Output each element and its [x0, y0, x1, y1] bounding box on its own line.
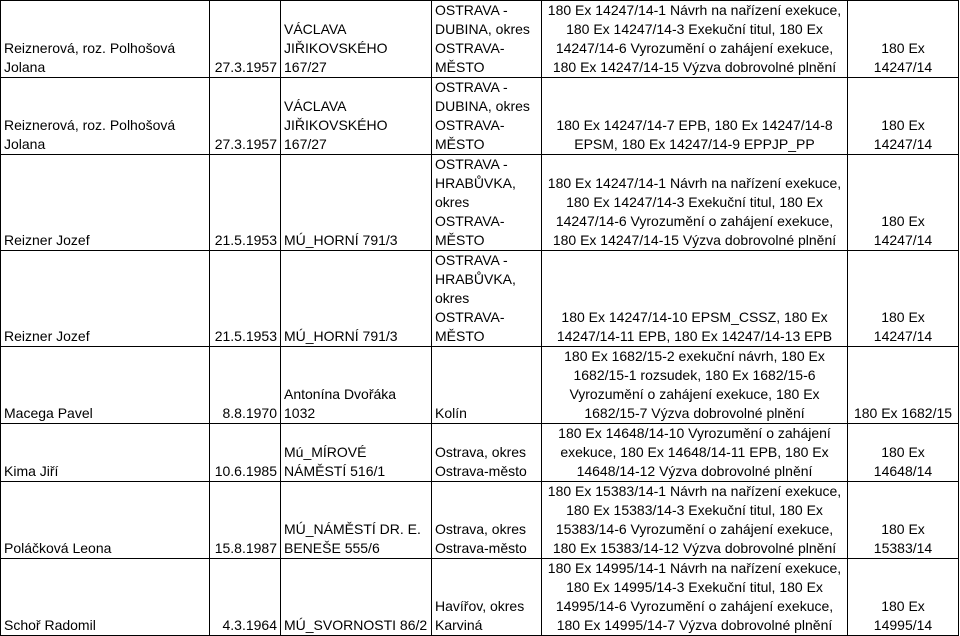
debtor-name-cell: Kima Jiří — [1, 424, 210, 482]
case-number-cell: 180 Ex 14247/14 — [848, 155, 959, 251]
city-cell: OSTRAVA - HRABŮVKA, okres OSTRAVA-MĚSTO — [432, 251, 542, 347]
debtor-name-cell: Macega Pavel — [1, 347, 210, 424]
city-cell: Ostrava, okres Ostrava-město — [432, 482, 542, 559]
city-cell: OSTRAVA - DUBINA, okres OSTRAVA-MĚSTO — [432, 1, 542, 78]
table-row — [1, 251, 959, 347]
address-cell: VÁCLAVA JIŘIKOVSKÉHO 167/27 — [281, 78, 432, 155]
debtor-name-cell: Schoř Radomil — [1, 559, 210, 636]
address-cell: MÚ_HORNÍ 791/3 — [281, 155, 432, 251]
documents-cell: 180 Ex 15383/14-1 Návrh na nařízení exekuce, 180 Ex 15383/14-3 Exekuční titul, 180 Ex 15383/14-6 Vyrozumění o zahájení exekuce, 180 Ex 15383/14-12 Výzva dobrovolné plnění — [542, 482, 848, 559]
table-row — [1, 482, 959, 559]
documents-cell: 180 Ex 14648/14-10 Vyrozumění o zahájení exekuce, 180 Ex 14648/14-11 EPB, 180 Ex 14648/14-12 Výzva dobrovolné plnění — [542, 424, 848, 482]
documents-cell: 180 Ex 1682/15-2 exekuční návrh, 180 Ex 1682/15-1 rozsudek, 180 Ex 1682/15-6 Vyrozumění o zahájení exekuce, 180 Ex 1682/15-7 Výzva dobrovolné plnění — [542, 347, 848, 424]
birth-date-cell: 8.8.1970 — [210, 347, 281, 424]
birth-date-cell: 27.3.1957 — [210, 1, 281, 78]
debtor-name-cell: Reiznerová, roz. Polhošová Jolana — [1, 78, 210, 155]
debtor-name-cell: Reizner Jozef — [1, 251, 210, 347]
case-number-cell: 180 Ex 14648/14 — [848, 424, 959, 482]
case-number-cell: 180 Ex 14247/14 — [848, 251, 959, 347]
case-number-cell: 180 Ex 14995/14 — [848, 559, 959, 636]
case-number-cell: 180 Ex 14247/14 — [848, 1, 959, 78]
table-row — [1, 78, 959, 155]
documents-cell: 180 Ex 14247/14-1 Návrh na nařízení exekuce, 180 Ex 14247/14-3 Exekuční titul, 180 Ex 14247/14-6 Vyrozumění o zahájení exekuce, 180 Ex 14247/14-15 Výzva dobrovolné plnění — [542, 1, 848, 78]
city-cell: Ostrava, okres Ostrava-město — [432, 424, 542, 482]
address-cell: MÚ_HORNÍ 791/3 — [281, 251, 432, 347]
city-cell: Kolín — [432, 347, 542, 424]
birth-date-cell: 27.3.1957 — [210, 78, 281, 155]
birth-date-cell: 21.5.1953 — [210, 155, 281, 251]
city-cell: Havířov, okres Karviná — [432, 559, 542, 636]
table-row — [1, 155, 959, 251]
debtor-name-cell: Reiznerová, roz. Polhošová Jolana — [1, 1, 210, 78]
birth-date-cell: 10.6.1985 — [210, 424, 281, 482]
table-row — [1, 347, 959, 424]
documents-cell: 180 Ex 14247/14-7 EPB, 180 Ex 14247/14-8 EPSM, 180 Ex 14247/14-9 EPPJP_PP — [542, 78, 848, 155]
table-row — [1, 424, 959, 482]
address-cell: VÁCLAVA JIŘIKOVSKÉHO 167/27 — [281, 1, 432, 78]
debtor-name-cell: Poláčková Leona — [1, 482, 210, 559]
birth-date-cell: 4.3.1964 — [210, 559, 281, 636]
birth-date-cell: 21.5.1953 — [210, 251, 281, 347]
city-cell: OSTRAVA - HRABŮVKA, okres OSTRAVA-MĚSTO — [432, 155, 542, 251]
address-cell: MÚ_SVORNOSTI 86/2 — [281, 559, 432, 636]
city-cell: OSTRAVA - DUBINA, okres OSTRAVA-MĚSTO — [432, 78, 542, 155]
documents-cell: 180 Ex 14247/14-1 Návrh na nařízení exekuce, 180 Ex 14247/14-3 Exekuční titul, 180 Ex 14247/14-6 Vyrozumění o zahájení exekuce, 180 Ex 14247/14-15 Výzva dobrovolné plnění — [542, 155, 848, 251]
case-number-cell: 180 Ex 14247/14 — [848, 78, 959, 155]
address-cell: MÚ_NÁMĚSTÍ DR. E. BENEŠE 555/6 — [281, 482, 432, 559]
case-number-cell: 180 Ex 15383/14 — [848, 482, 959, 559]
address-cell: Mú_MÍROVÉ NÁMĚSTÍ 516/1 — [281, 424, 432, 482]
documents-cell: 180 Ex 14247/14-10 EPSM_CSSZ, 180 Ex 14247/14-11 EPB, 180 Ex 14247/14-13 EPB — [542, 251, 848, 347]
documents-cell: 180 Ex 14995/14-1 Návrh na nařízení exekuce, 180 Ex 14995/14-3 Exekuční titul, 180 Ex 14995/14-6 Vyrozumění o zahájení exekuce, 180 Ex 14995/14-7 Výzva dobrovolné plnění — [542, 559, 848, 636]
table-row — [1, 1, 959, 78]
birth-date-cell: 15.8.1987 — [210, 482, 281, 559]
address-cell: Antonína Dvořáka 1032 — [281, 347, 432, 424]
debtor-name-cell: Reizner Jozef — [1, 155, 210, 251]
case-number-cell: 180 Ex 1682/15 — [848, 347, 959, 424]
